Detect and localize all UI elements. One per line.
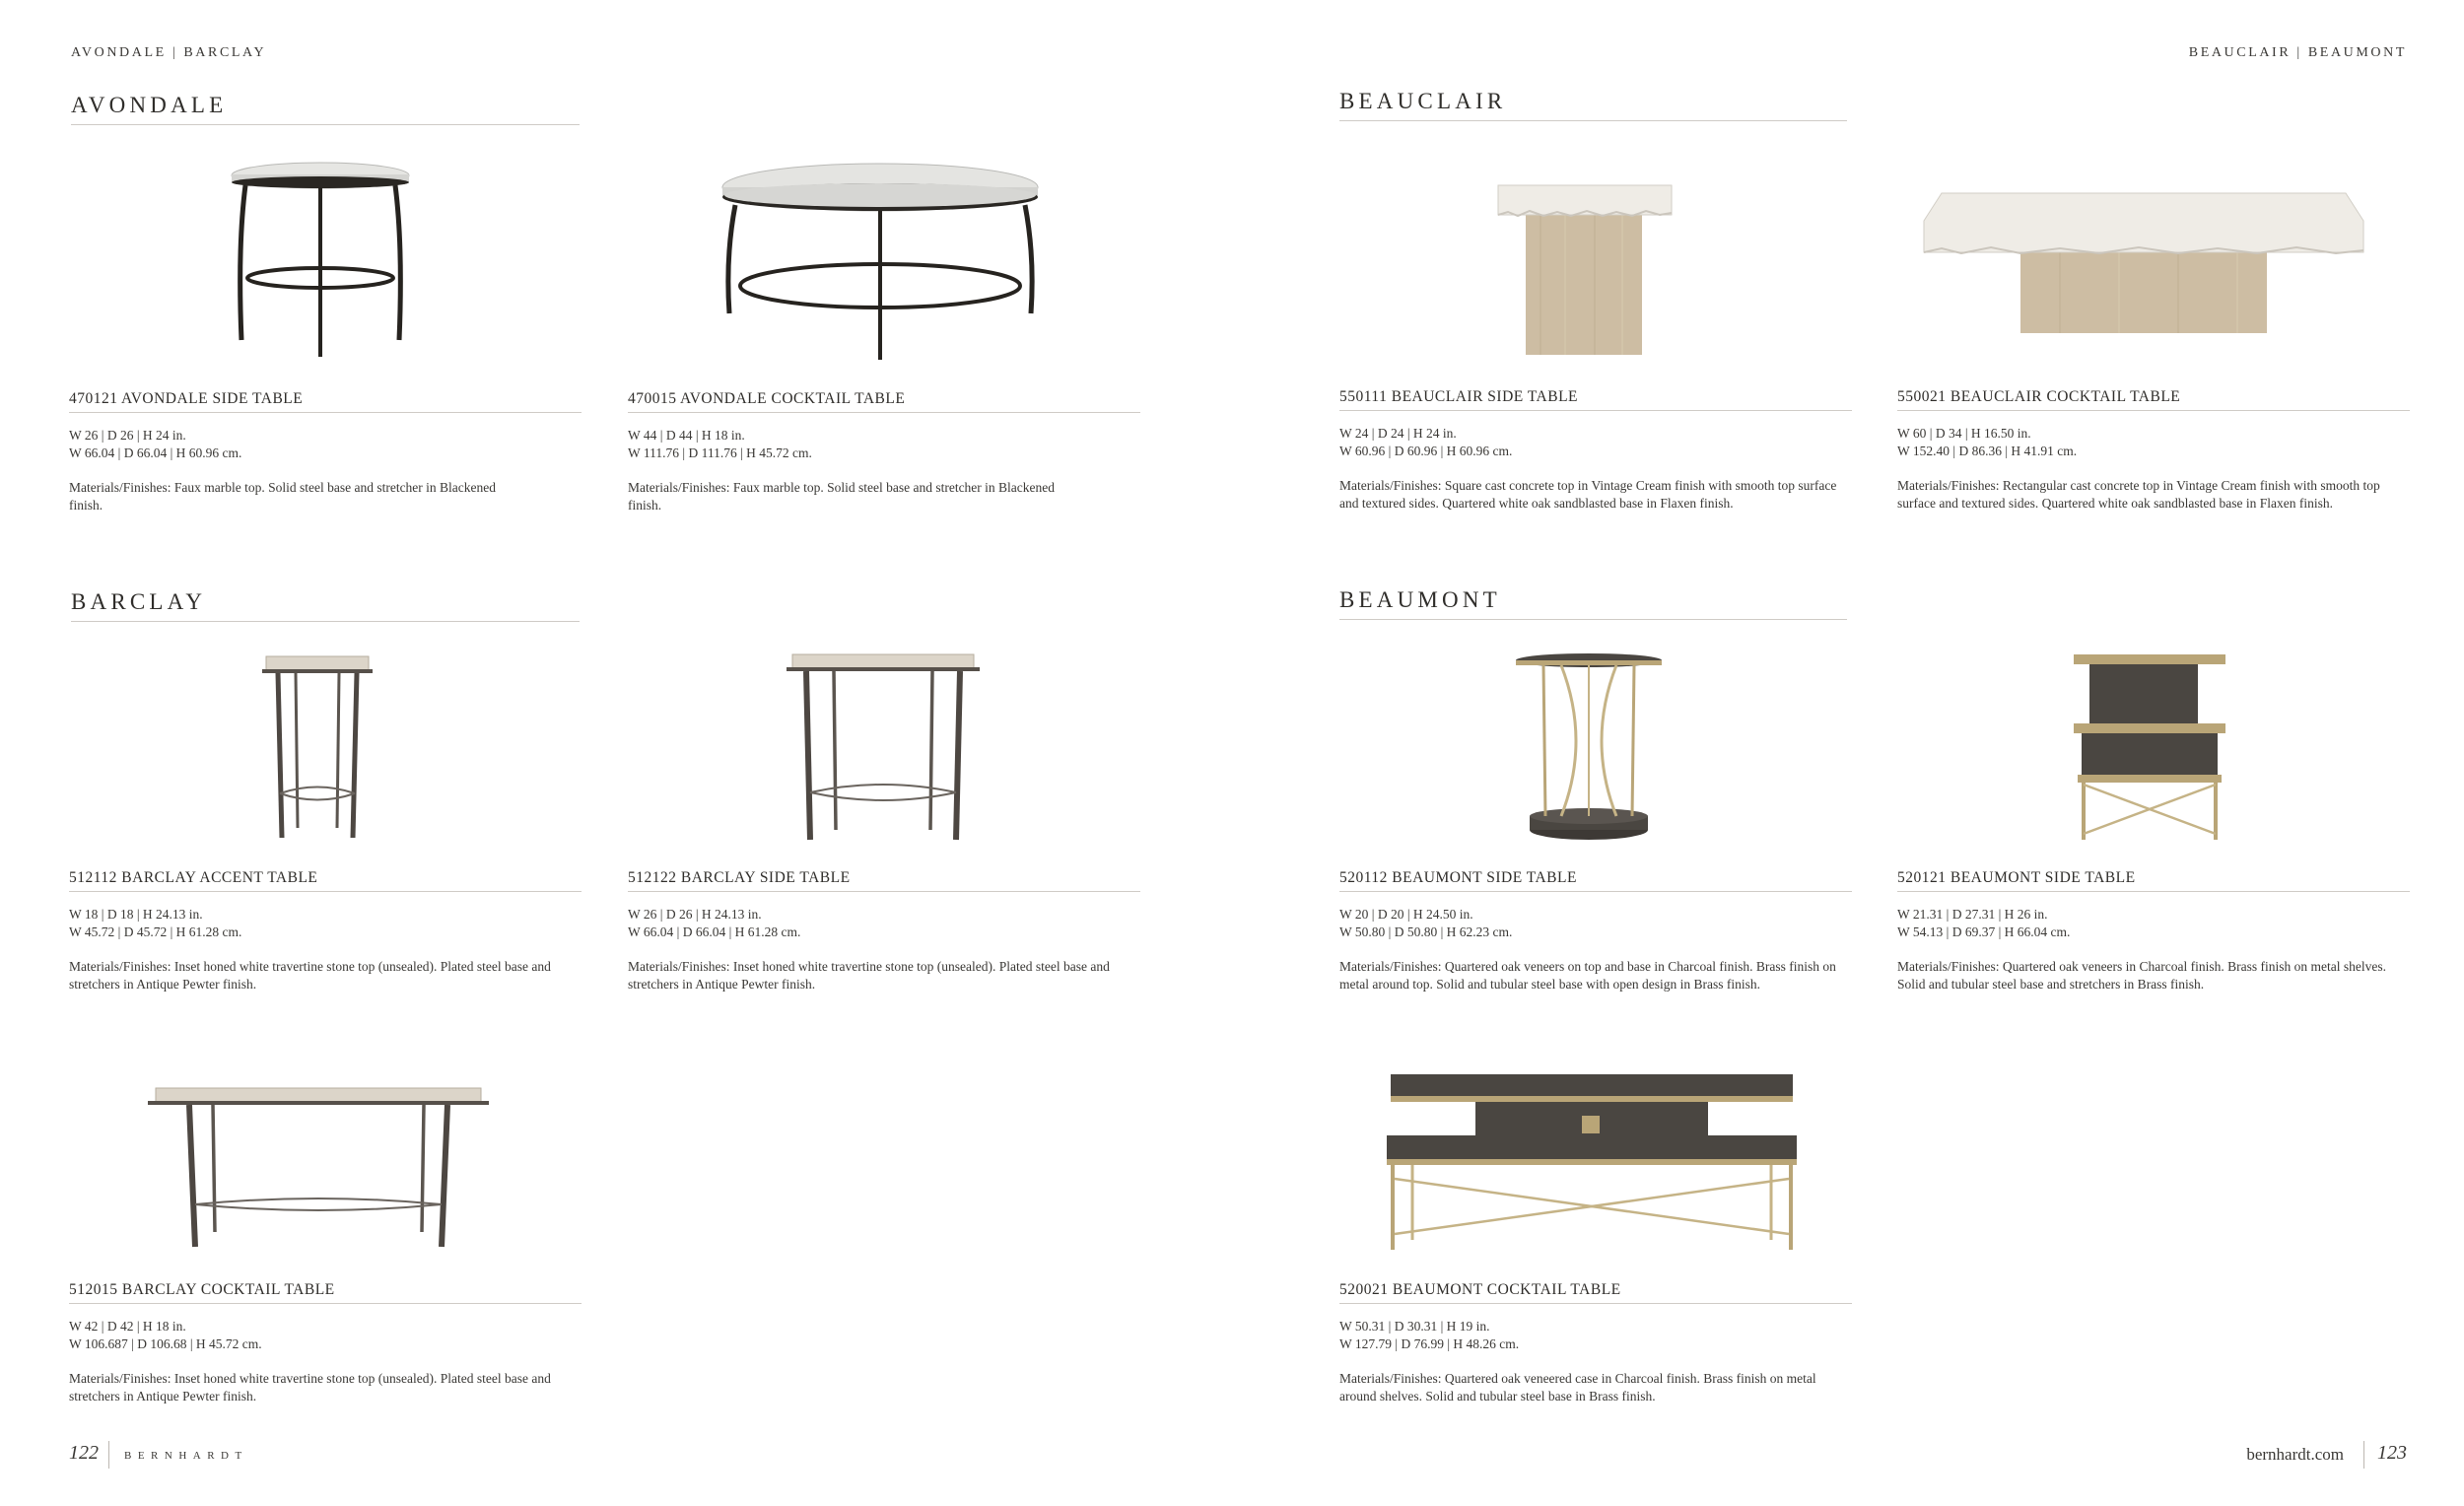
product-name: 512122 BARCLAY SIDE TABLE [628, 869, 1140, 892]
product-dimensions [69, 1318, 582, 1353]
dims-cm: W 66.04 | D 66.04 | H 61.28 cm. [628, 924, 801, 939]
dims-cm: W 54.13 | D 69.37 | H 66.04 cm. [1897, 924, 2071, 939]
product-beaumont-cocktail-table [1339, 1281, 1852, 1404]
product-beaumont-side-table-520121 [1897, 869, 2410, 993]
dims-cm: W 106.687 | D 106.68 | H 45.72 cm. [69, 1336, 262, 1351]
product-dimensions [1339, 425, 1852, 460]
dims-inches: W 50.31 | D 30.31 | H 19 in. [1339, 1319, 1490, 1334]
dims-inches: W 60 | D 34 | H 16.50 in. [1897, 426, 2031, 441]
dims-cm: W 50.80 | D 50.80 | H 62.23 cm. [1339, 924, 1513, 939]
product-dimensions [69, 906, 582, 941]
brand-name: BERNHARDT [124, 1450, 248, 1462]
product-name: 520121 BEAUMONT SIDE TABLE [1897, 869, 2410, 892]
product-name: 512015 BARCLAY COCKTAIL TABLE [69, 1281, 582, 1304]
dims-cm: W 127.79 | D 76.99 | H 48.26 cm. [1339, 1336, 1520, 1351]
product-barclay-side-table [628, 869, 1140, 993]
running-head-right: BEAUCLAIR | BEAUMONT [2188, 45, 2407, 60]
dims-inches: W 42 | D 42 | H 18 in. [69, 1319, 186, 1334]
section-title: BEAUMONT [1339, 587, 1501, 612]
product-materials: Materials/Finishes: Rectangular cast concrete top in Vintage Cream finish with smooth top surface and textured sides. Quartered white oak sandblasted base in Flaxen finish. [1897, 478, 2380, 511]
product-name: 550021 BEAUCLAIR COCKTAIL TABLE [1897, 388, 2410, 411]
section-avondale [71, 93, 580, 125]
footer-divider-right [2363, 1441, 2364, 1469]
website-link[interactable]: bernhardt.com [2246, 1445, 2344, 1464]
product-name: 470121 AVONDALE SIDE TABLE [69, 390, 582, 413]
product-materials: Materials/Finishes: Faux marble top. Solid steel base and stretcher in Blackened finish. [69, 480, 497, 513]
page-number-right: 123 [2377, 1442, 2407, 1464]
product-name: 520021 BEAUMONT COCKTAIL TABLE [1339, 1281, 1852, 1304]
product-avondale-side-table [69, 390, 582, 513]
product-name: 512112 BARCLAY ACCENT TABLE [69, 869, 582, 892]
section-title: AVONDALE [71, 93, 228, 117]
section-beauclair [1339, 89, 1847, 121]
dims-cm: W 66.04 | D 66.04 | H 60.96 cm. [69, 445, 242, 460]
dims-inches: W 18 | D 18 | H 24.13 in. [69, 907, 203, 922]
product-materials: Materials/Finishes: Quartered oak veneered case in Charcoal finish. Brass finish on metal around shelves. Solid and tubular steel base in Brass finish. [1339, 1371, 1816, 1403]
beaumont-cocktail-table-image [1385, 1070, 1799, 1252]
footer-divider-left [108, 1441, 109, 1469]
dims-inches: W 24 | D 24 | H 24 in. [1339, 426, 1457, 441]
barclay-cocktail-table-image [146, 1084, 491, 1252]
product-name: 470015 AVONDALE COCKTAIL TABLE [628, 390, 1140, 413]
dims-cm: W 45.72 | D 45.72 | H 61.28 cm. [69, 924, 242, 939]
product-dimensions [1339, 1318, 1852, 1353]
product-avondale-cocktail-table [628, 390, 1140, 513]
dims-inches: W 21.31 | D 27.31 | H 26 in. [1897, 907, 2048, 922]
barclay-side-table-image [785, 650, 982, 848]
section-rule [1339, 619, 1847, 620]
product-dimensions [69, 427, 582, 462]
dims-inches: W 26 | D 26 | H 24.13 in. [628, 907, 762, 922]
product-materials: Materials/Finishes: Inset honed white travertine stone top (unsealed). Plated steel base and stretchers in Antique Pewter finish. [69, 959, 551, 992]
beauclair-cocktail-table-image [1922, 191, 2365, 335]
product-dimensions [1897, 906, 2410, 941]
product-materials: Materials/Finishes: Quartered oak veneers on top and base in Charcoal finish. Brass finish on metal around top. Solid and tubular steel base with open design in Brass finish. [1339, 959, 1836, 992]
dims-inches: W 26 | D 26 | H 24 in. [69, 428, 186, 443]
barclay-accent-table-image [258, 652, 376, 845]
product-dimensions [628, 906, 1140, 941]
section-rule [71, 124, 580, 125]
product-materials: Materials/Finishes: Inset honed white travertine stone top (unsealed). Plated steel base and stretchers in Antique Pewter finish. [69, 1371, 551, 1403]
section-title: BARCLAY [71, 589, 207, 614]
dims-cm: W 60.96 | D 60.96 | H 60.96 cm. [1339, 444, 1513, 458]
product-dimensions [628, 427, 1140, 462]
section-rule [71, 621, 580, 622]
product-barclay-accent-table [69, 869, 582, 993]
product-name: 520112 BEAUMONT SIDE TABLE [1339, 869, 1852, 892]
product-beaumont-side-table-520112 [1339, 869, 1852, 993]
dims-inches: W 20 | D 20 | H 24.50 in. [1339, 907, 1473, 922]
beauclair-side-table-image [1496, 183, 1674, 357]
product-dimensions [1897, 425, 2410, 460]
dims-inches: W 44 | D 44 | H 18 in. [628, 428, 745, 443]
beaumont-side-table-round-image [1512, 650, 1666, 844]
page-number-left: 122 [69, 1442, 99, 1464]
product-materials: Materials/Finishes: Inset honed white travertine stone top (unsealed). Plated steel base and stretchers in Antique Pewter finish. [628, 959, 1110, 992]
avondale-cocktail-table-image [718, 158, 1043, 365]
beaumont-side-table-shelf-image [2070, 650, 2229, 844]
product-name: 550111 BEAUCLAIR SIDE TABLE [1339, 388, 1852, 411]
section-barclay [71, 589, 580, 622]
product-beauclair-cocktail-table [1897, 388, 2410, 512]
avondale-side-table-image [222, 158, 419, 365]
running-head-left: AVONDALE | BARCLAY [71, 45, 267, 60]
product-materials: Materials/Finishes: Square cast concrete top in Vintage Cream finish with smooth top surface and textured sides. Quartered white oak sandblasted base in Flaxen finish. [1339, 478, 1837, 511]
section-rule [1339, 120, 1847, 121]
product-barclay-cocktail-table [69, 1281, 582, 1404]
section-beaumont [1339, 587, 1847, 620]
product-materials: Materials/Finishes: Faux marble top. Solid steel base and stretcher in Blackened finish. [628, 480, 1056, 513]
dims-cm: W 111.76 | D 111.76 | H 45.72 cm. [628, 445, 812, 460]
section-title: BEAUCLAIR [1339, 89, 1507, 113]
product-beauclair-side-table [1339, 388, 1852, 512]
product-materials: Materials/Finishes: Quartered oak veneers in Charcoal finish. Brass finish on metal shelves. Solid and tubular steel base and stretchers in Brass finish. [1897, 959, 2387, 992]
dims-cm: W 152.40 | D 86.36 | H 41.91 cm. [1897, 444, 2078, 458]
product-dimensions [1339, 906, 1852, 941]
